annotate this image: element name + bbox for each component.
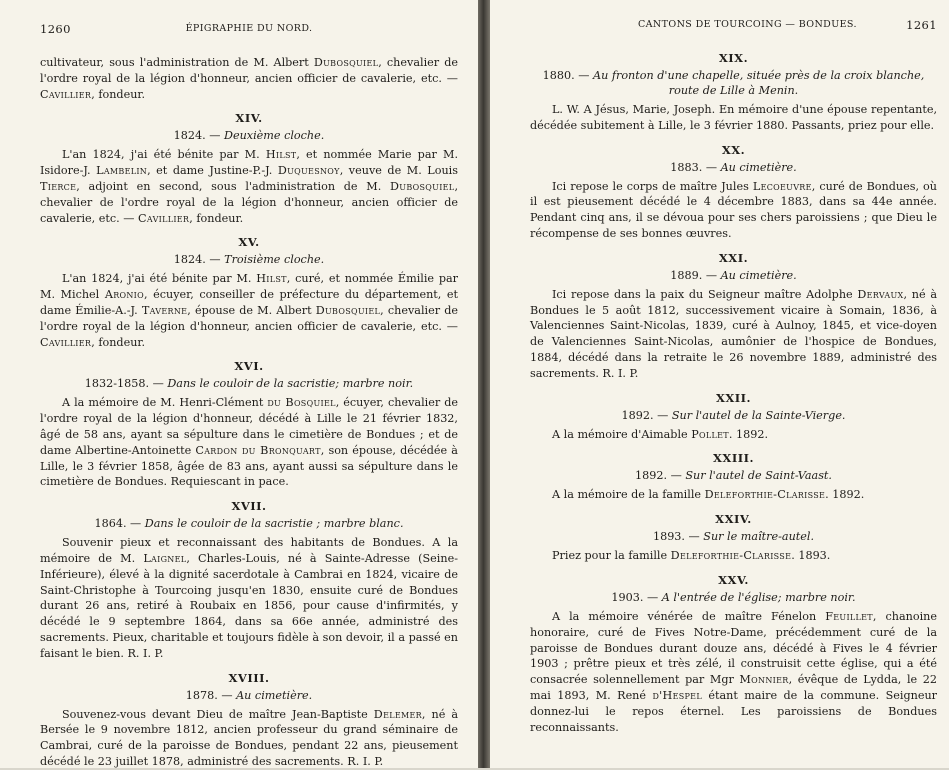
running-title: ÉPIGRAPHIE DU NORD. — [185, 23, 313, 34]
text-run: étant maire de la commune. Seigneur donnez-lui le repos éternel. Les paroissiens de Bondues reconnaissants. — [530, 688, 937, 734]
proper-name: Laignel — [143, 551, 187, 565]
text-run: Ici repose dans la paix du Seigneur maître Adolphe — [552, 287, 858, 301]
proper-name: Feuillet — [825, 609, 873, 623]
page-number: 1261 — [906, 18, 937, 32]
text-run: A la mémoire d'Aimable — [552, 427, 692, 441]
inscription-section — [530, 251, 937, 382]
section-date-location — [530, 529, 937, 544]
section-date: 1892. — — [621, 408, 672, 422]
section-date: 1903. — — [611, 590, 662, 604]
text-run: Ici repose le corps de maître Jules — [552, 179, 753, 193]
text-run: , fondeur. — [91, 87, 146, 101]
proper-name: Cavillier — [138, 211, 190, 225]
text-run: , chanoine honoraire, curé de Fives Notre-Dame, précédemment curé de la paroisse de Bondues durant douze ans, décédé à Fives le 4 février 1903 ; prêtre pieux et très zélé, il construisit cette église, qui a été consacrée solennellement par Mgr — [530, 609, 937, 687]
inscription-text — [530, 102, 937, 134]
proper-name: Monnier — [739, 673, 789, 687]
text-run: , adjoint en second, sous l'administration de M. — [76, 179, 391, 193]
text-run: , et nommée Marie par M. Isidore-J. — [40, 148, 459, 178]
text-run: Priez pour la famille — [552, 549, 671, 563]
inscription-text — [530, 487, 937, 503]
section-date: 1892. — — [635, 469, 686, 483]
text-run: , curé, et nommée Émilie par M. Michel — [40, 272, 458, 302]
text-run: , né à Bersée le 9 novembre 1812, ancien professeur du grand séminaire de Cambrai, curé de la paroisse de Bondues, pendant 22 ans, pieusement décédé le 23 juillet 1878, administré des sacrements. R. I. P. — [40, 707, 458, 768]
inscription-text — [530, 609, 937, 735]
text-run: , Charles-Louis, né à Sainte-Adresse (Seine-Inférieure), élevé à la dignité sacerdotale à Cambrai en 1824, vicaire de Saint-Christophe à Tourcoing jusqu'en 1830, ensuite curé de Bondues durant 26 ans, retiré à Roubaix en 1856, pour cause d'infirmités, y décédé le 9 septembre 1864, dans sa 66e année, administré des sacrements. Pieux, charitable et toujours fidèle à son devoir, il a passé en faisant le bien. R. I. P. — [40, 551, 458, 660]
text-run: . 1893. — [791, 549, 831, 563]
section-numeral: XXII. — [715, 390, 752, 405]
section-numeral: XX. — [721, 142, 746, 157]
section-numeral: XXV. — [718, 572, 749, 587]
text-run: Souvenez-vous devant Dieu de maître Jean-Baptiste — [62, 707, 374, 721]
proper-name: Cardon du Bronquart — [195, 443, 321, 457]
section-location: Deuxième cloche. — [224, 129, 325, 143]
text-run: Souvenir pieux et reconnaissant des habitants de Bondues. A la mémoire de M. — [40, 536, 458, 565]
section-numeral: XXI. — [718, 250, 749, 265]
text-run: , écuyer, chevalier de l'ordre royal de la légion d'honneur, décédé à Lille le 21 février 1832, âgé de 58 ans, ayant sa sépulture dans le cimetière de Bondues ; et de dame Albertine-Antoinette — [40, 396, 459, 457]
proper-name: Lecoeuvre — [752, 179, 812, 193]
inscription-section — [530, 573, 937, 735]
section-date: 1889. — — [670, 268, 721, 282]
section-date-location — [40, 128, 458, 143]
proper-name: Hilst — [256, 272, 287, 286]
inscription-section — [40, 235, 458, 350]
proper-name: d'Hespel — [652, 688, 702, 702]
inscription-section — [530, 512, 937, 564]
section-date: 1864. — — [94, 517, 145, 531]
section-date: 1883. — — [670, 160, 721, 174]
left-sections — [40, 111, 458, 769]
inscription-text — [40, 535, 458, 661]
text-run: . 1892. — [825, 488, 865, 502]
section-date: 1824. — — [173, 129, 224, 143]
section-date-location — [40, 688, 458, 703]
continued-paragraph — [40, 55, 458, 102]
inscription-section — [530, 451, 937, 503]
text-run: , et dame Justine-P.-J. — [147, 164, 278, 178]
section-location: Au cimetière. — [720, 268, 797, 282]
proper-name: Delemer — [373, 707, 422, 721]
page-number: 1260 — [40, 22, 71, 36]
section-date-location — [530, 408, 937, 423]
inscription-section — [530, 51, 937, 134]
section-location: Dans le couloir de la sacristie ; marbre blanc. — [144, 517, 404, 531]
section-date-location — [40, 376, 458, 391]
section-numeral: XV. — [238, 235, 260, 250]
text-run: . 1892. — [728, 427, 769, 441]
inscription-text — [40, 707, 458, 770]
section-location: Sur le maître-autel. — [703, 530, 815, 544]
inscription-section — [530, 143, 937, 242]
proper-name: Lambelin — [96, 164, 148, 178]
proper-name: Aronio — [104, 288, 144, 302]
right-page — [490, 0, 949, 768]
proper-name: Tierce — [40, 179, 77, 193]
proper-name: Deleforthie-Clarisse — [670, 549, 792, 563]
text-run: , veuve de M. Louis — [339, 164, 458, 178]
proper-name: Dubosquiel — [313, 56, 379, 69]
running-title: CANTONS DE TOURCOING — BONDUES. — [638, 19, 857, 30]
section-location: Au fronton d'une chapelle, située près de la croix blanche, route de Lille à Menin. — [592, 69, 925, 97]
section-date: 1878. — — [185, 688, 237, 702]
section-date-location — [530, 268, 937, 283]
inscription-section — [530, 391, 937, 443]
section-location: Au cimetière. — [720, 160, 797, 174]
section-location: Sur l'autel de la Sainte-Vierge. — [671, 408, 846, 422]
section-numeral: XXIV. — [715, 512, 752, 527]
text-run: A la mémoire de M. Henri-Clément — [62, 396, 268, 410]
inscription-text — [530, 548, 937, 564]
inscription-text — [530, 287, 937, 382]
inscription-section — [40, 499, 458, 661]
section-date-location — [40, 516, 458, 531]
right-sections — [530, 51, 937, 735]
text-run: , chevalier de l'ordre royal de la légion d'honneur, ancien officier de cavalerie, etc. — — [40, 56, 458, 85]
inscription-section — [40, 359, 458, 490]
text-run: L. W. A Jésus, Marie, Joseph. En mémoire d'une épouse repentante, décédée subitement à Lille, le 3 février 1880. Passants, priez pour elle. — [530, 103, 937, 132]
proper-name: du Bosquiel — [267, 396, 336, 410]
proper-name: Hilst — [265, 148, 297, 162]
text-run: L'an 1824, j'ai été bénite par M. — [62, 272, 257, 286]
section-date-location — [530, 160, 937, 175]
text-run: , né à Bondues le 5 août 1812, successivement vicaire à Somain, 1836, à Valenciennes Saint-Nicolas, 1839, curé à Aulnoy, 1845, et vice-doyen de Valenciennes Saint-Nicolas, aumônier de l'hospice de Bondues, 1884, décédé dans la retraite le 26 novembre 1889, administré des sacrements. R. I. P. — [530, 287, 937, 380]
text-run: , écuyer, conseiller de préfecture du département, et dame Émilie-A.-J. — [40, 288, 458, 317]
section-date: 1880. — — [542, 69, 593, 82]
inscription-text — [530, 179, 937, 242]
book-gutter — [478, 0, 490, 768]
inscription-text — [530, 427, 937, 443]
section-date-location — [530, 68, 937, 98]
proper-name: Dubosquiel — [315, 303, 381, 317]
text-run: , évêque de Lydda, le 22 mai 1893, M. René — [530, 673, 937, 702]
section-numeral: XXIII. — [713, 451, 754, 466]
proper-name: Duquesnoy — [277, 164, 340, 178]
section-date: 1824. — — [173, 253, 225, 267]
section-location: Sur l'autel de Saint-Vaast. — [685, 469, 832, 483]
text-run: , épouse de M. Albert — [187, 303, 316, 317]
text-run: , fondeur. — [91, 335, 146, 349]
inscription-section — [40, 111, 458, 226]
section-numeral: XIX. — [718, 51, 749, 65]
proper-name: Cavillier — [40, 335, 92, 349]
proper-name: Dervaux — [857, 287, 904, 301]
inscription-text — [40, 147, 458, 226]
section-numeral: XVIII. — [228, 670, 270, 685]
text-run: L'an 1824, j'ai été bénite par M. — [62, 148, 266, 162]
text-run: A la mémoire vénérée de maître Fénelon — [552, 609, 826, 623]
section-numeral: XIV. — [235, 111, 263, 126]
section-numeral: XVI. — [234, 359, 264, 374]
right-running-header — [530, 18, 937, 32]
proper-name: Deleforthie-Clarisse — [704, 488, 826, 502]
section-date-location — [530, 590, 937, 605]
left-running-header — [40, 22, 458, 36]
section-location: Troisième cloche. — [224, 253, 325, 267]
section-location: Dans le couloir de la sacristie; marbre noir. — [167, 377, 414, 391]
text-run: , curé de Bondues, où il est pieusement décédé le 4 décembre 1883, dans sa 44e année. Pendant cinq ans, il se dévoua pour ses chers paroissiens ; que Dieu le récompense de ses bonnes œuvres. — [530, 179, 937, 240]
proper-name: Taverne — [141, 303, 188, 317]
inscription-text — [40, 395, 458, 490]
text-run: A la mémoire de la famille — [552, 488, 705, 502]
section-date: 1832-1858. — — [84, 377, 168, 391]
proper-name: Cavillier — [40, 87, 92, 101]
section-date-location — [40, 252, 458, 267]
proper-name: Dubosquiel — [390, 179, 455, 193]
inscription-text — [40, 271, 458, 350]
text-run: , son épouse, décédée à Lille, le 3 février 1858, âgée de 83 ans, ayant aussi sa sépulture dans le cimetière de Bondues. Requiescant in pace. — [40, 443, 458, 489]
text-run: cultivateur, sous l'administration de M. Albert — [40, 56, 314, 69]
section-numeral: XVII. — [231, 499, 267, 514]
inscription-section — [40, 671, 458, 770]
text-run: , chevalier de l'ordre royal de la légion d'honneur, ancien officier de cavalerie, etc. — — [40, 303, 458, 333]
section-date-location — [530, 468, 937, 483]
text-run: , chevalier de l'ordre royal de la légion d'honneur, ancien officier de cavalerie, etc. — — [40, 179, 458, 225]
section-location: Au cimetière. — [236, 688, 313, 702]
section-location: A l'entrée de l'église; marbre noir. — [661, 590, 856, 604]
section-date: 1893. — — [652, 530, 704, 544]
text-run: , fondeur. — [189, 211, 244, 225]
proper-name: Pollet — [691, 427, 729, 441]
